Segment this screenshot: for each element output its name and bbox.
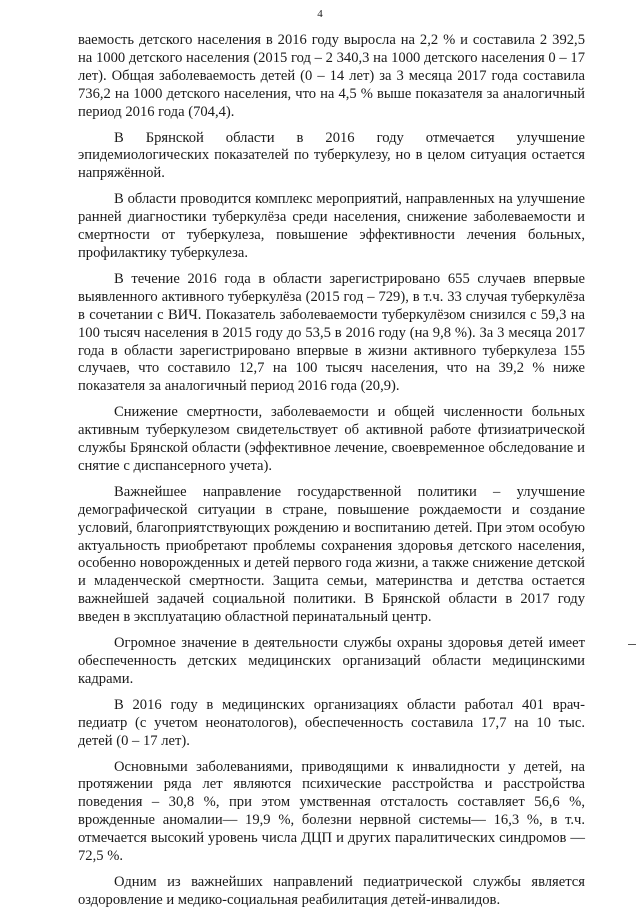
paragraph-6: Важнейшее направление государственной политики – улучшение демографической ситуации в стране, повышение рождаемости и создание условий, благоприятствующих рождению и воспитанию детей. При этом особую актуальность приобретают проблемы сохранения здоровья детского населения, особенно новорожденных и детей первого года жизни, а также снижение детской и младенческой смертности. Защита семьи, материнства и детства остается важнейшей задачей социальной политики. В Брянской области в 2017 году введен в эксплуатацию областной перинатальный центр. xyxy=(78,483,585,626)
paragraph-8: В 2016 году в медицинских организациях области работал 401 врач-педиатр (с учетом неонатологов), обеспеченность составила 17,7 на 10 тыс. детей (0 – 17 лет). xyxy=(78,696,585,749)
paragraph-7: Огромное значение в деятельности службы охраны здоровья детей имеет обеспеченность детских медицинских организаций области медицинскими кадрами. xyxy=(78,635,585,687)
paragraph-4: В течение 2016 года в области зарегистрировано 655 случаев впервые выявленного активного туберкулёза (2015 год – 729), в т.ч. 33 случая туберкулёза в сочетании с ВИЧ. Показатель заболеваемости туберкулёзом снизился с 59,3 на 100 тысяч населения в 2015 году до 53,5 в 2016 году (на 9,8 %). За 3 месяца 2017 года в области зарегистрировано впервые в жизни активного туберкулеза 155 случаев, что составило 12,7 на 100 тысяч населения, что на 39,2 % ниже показателя за аналогичный период 2016 года (20,9). xyxy=(78,270,585,395)
margin-mark xyxy=(628,644,636,645)
document-body xyxy=(78,32,585,918)
paragraph-9: Основными заболеваниями, приводящими к инвалидности у детей, на протяжении ряда лет являются психические расстройства и расстройства поведения – 30,8 %, при этом умственная отсталость составляет 56,6 %, врожденные аномалии— 19,9 %, болезни нервной системы— 16,3 %, в т.ч. отмечается высокий уровень числа ДЦП и других паралитических синдромов — 72,5 %. xyxy=(78,758,585,865)
paragraph-3: В области проводится комплекс мероприятий, направленных на улучшение ранней диагностики туберкулёза среди населения, снижение заболеваемости и смертности от туберкулеза, повышение эффективности лечения больных, профилактику туберкулеза. xyxy=(78,191,585,261)
paragraph-10: Одним из важнейших направлений педиатрической службы является оздоровление и медико-социальная реабилитация детей-инвалидов. xyxy=(78,873,585,908)
paragraph-2: В Брянской области в 2016 году отмечается улучшение эпидемиологических показателей по туберкулезу, но в целом ситуация остается напряжённой. xyxy=(78,129,585,182)
paragraph-5: Снижение смертности, заболеваемости и общей численности больных активным туберкулезом свидетельствует об активной работе фтизиатрической службы Брянской области (эффективное лечение, своевременное обследование и снятие с диспансерного учета). xyxy=(78,404,585,474)
paragraph-1: ваемость детского населения в 2016 году выросла на 2,2 % и составила 2 392,5 на 1000 детского населения (2015 год – 2 340,3 на 1000 детского населения 0 – 17 лет). Общая заболеваемость детей (0 – 14 лет) за 3 месяца 2017 года составила 736,2 на 1000 детского населения, что на 4,5 % выше показателя за аналогичный период 2016 года (704,4). xyxy=(78,32,585,120)
page-number: 4 xyxy=(317,8,323,20)
